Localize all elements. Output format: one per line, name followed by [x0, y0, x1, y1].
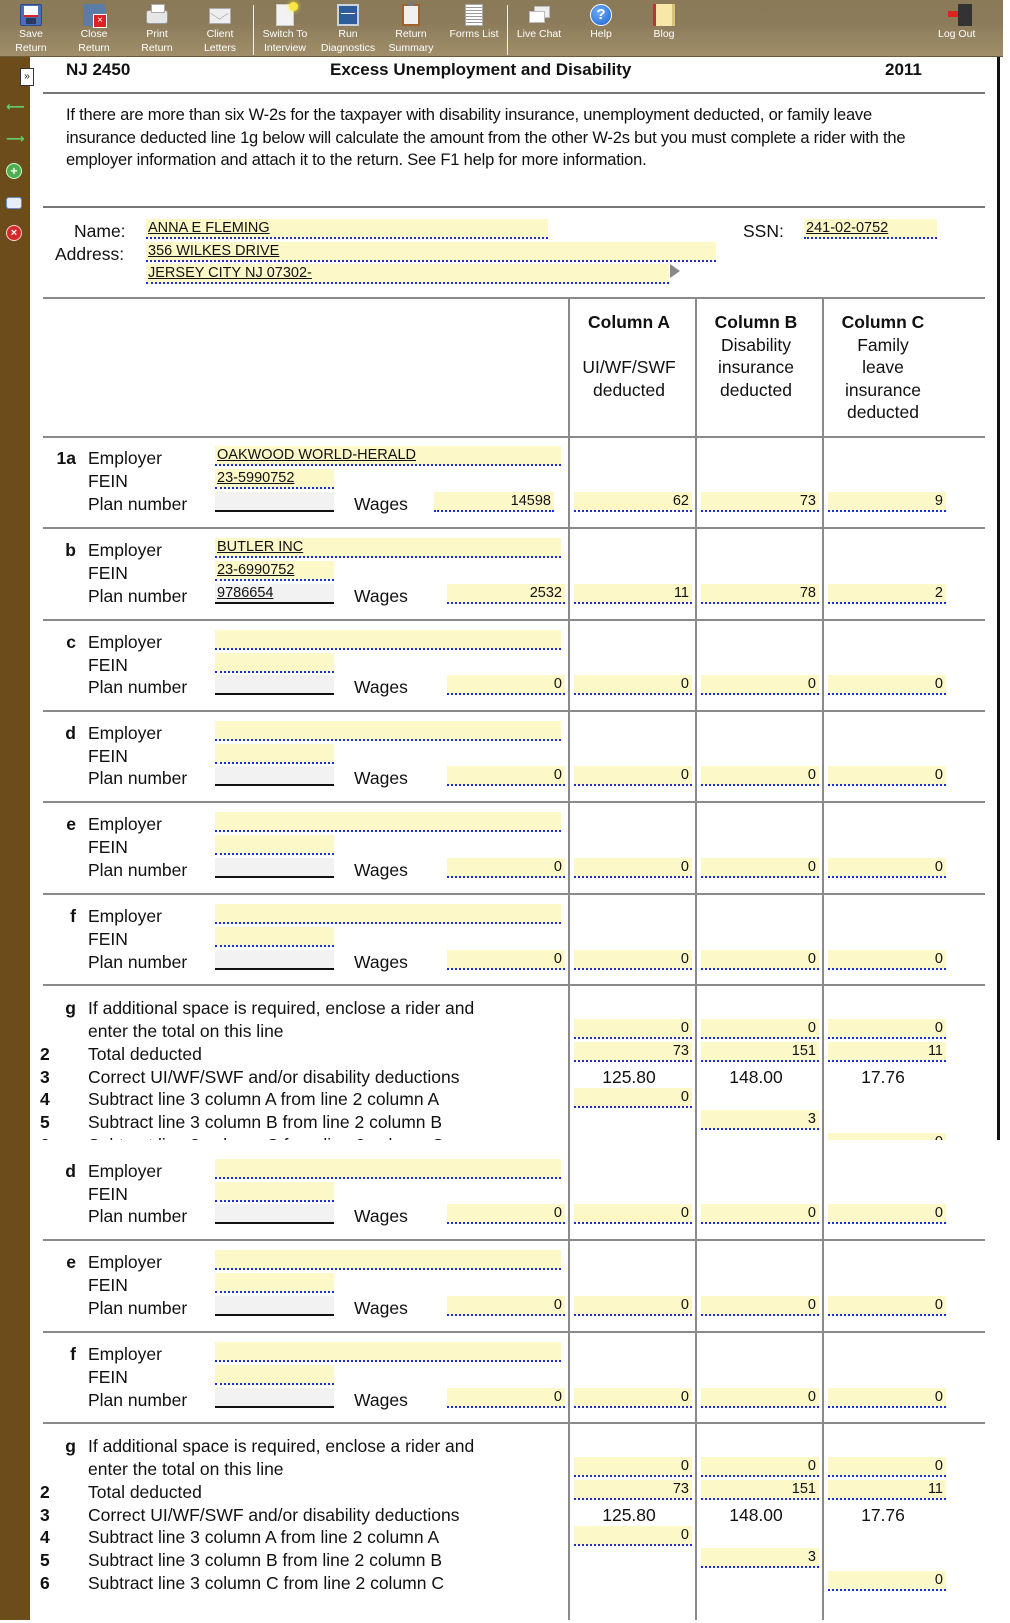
fein-field[interactable] [215, 1182, 334, 1202]
scroll-quill-icon [653, 4, 675, 26]
column-b-field[interactable]: 0 [701, 858, 819, 878]
wages-field[interactable]: 0 [447, 1296, 565, 1316]
fein-field[interactable] [215, 927, 334, 947]
line-g-column-a-field[interactable]: 0 [574, 1457, 692, 1477]
address-line2-field[interactable]: JERSEY CITY NJ 07302- [146, 264, 669, 284]
line-3-column-a-value: 125.80 [602, 1067, 656, 1087]
column-a-field[interactable]: 0 [574, 858, 692, 878]
log-out-button[interactable]: Log Out [930, 4, 1010, 56]
employer-name-field[interactable] [215, 812, 561, 832]
divider [43, 527, 985, 529]
plan-number-field[interactable] [215, 492, 334, 512]
close-return-button[interactable]: × Close Return [63, 4, 125, 56]
print-return-button[interactable]: Print Return [126, 4, 188, 56]
fein-field[interactable] [215, 744, 334, 764]
repeated-render-section: d Employer FEIN Plan number Wages 0 0 0 0 e Employer FEIN Plan number Wages 0 0 0 0 f Employer FEIN Plan number Wages 0 0 0 0 g If additional space is required, enclose a rider and enter the total on this line 0 0 0 2 Total deducted 73 151 11 3 Correct UI/WF/SWF and/or disability deductions 125.80 148.00 17.76 4 Subtract line 3 column A from line 2 column A 0 5 Subtract line 3 column B from line 2 column B 3 6 Subtract line 3 column C from line 2 column C 0 [30, 1140, 1000, 1620]
ssn-label: SSN: [743, 221, 784, 241]
clipboard-icon [402, 4, 420, 26]
column-c-field[interactable]: 0 [828, 675, 946, 695]
column-a-field[interactable]: 0 [574, 1204, 692, 1224]
column-c-field[interactable]: 0 [828, 950, 946, 970]
column-b-header: Column B Disability insurance deducted [714, 312, 798, 400]
line-g-column-b-field[interactable]: 0 [701, 1019, 819, 1039]
line-g-column-b-field[interactable]: 0 [701, 1457, 819, 1477]
divider [43, 1331, 985, 1333]
floppy-disk-icon [20, 4, 42, 26]
divider [43, 801, 985, 803]
line-5-column-b-field[interactable]: 3 [701, 1548, 819, 1568]
plan-number-field[interactable]: 9786654 [215, 584, 334, 604]
line-3-column-a-value: 125.80 [602, 1505, 656, 1525]
column-a-field[interactable]: 11 [574, 584, 692, 604]
client-letters-button[interactable]: Client Letters [189, 4, 251, 56]
employer-name-field[interactable] [215, 904, 561, 924]
column-a-field[interactable]: 0 [574, 766, 692, 786]
employer-name-field[interactable] [215, 1342, 561, 1362]
expand-arrow-icon[interactable] [670, 264, 680, 278]
column-c-field[interactable]: 9 [828, 492, 946, 512]
return-summary-button[interactable]: Return Summary [380, 4, 442, 56]
line-4-column-a-field[interactable]: 0 [574, 1088, 692, 1108]
add-circle-icon[interactable]: + [6, 163, 22, 179]
fein-field[interactable] [215, 653, 334, 673]
column-a-field[interactable]: 0 [574, 950, 692, 970]
fein-field[interactable]: 23-5990752 [215, 469, 334, 489]
column-a-field[interactable]: 0 [574, 1388, 692, 1408]
save-return-button[interactable]: Save Return [0, 4, 62, 56]
column-c-header: Column C Family leave insurance deducted [841, 312, 925, 422]
line-6-column-c-field[interactable]: 0 [828, 1571, 946, 1591]
employer-name-field[interactable]: OAKWOOD WORLD-HERALD [215, 446, 561, 466]
line-g-column-a-field[interactable]: 0 [574, 1019, 692, 1039]
live-chat-button[interactable]: Live Chat [508, 4, 570, 56]
column-a-field[interactable]: 0 [574, 675, 692, 695]
instructions-text: If there are more than six W-2s for the taxpayer with disability insurance, unemployment deducted, or family leave insurance deducted line 1g below will calculate the amount from the other W-2s but you must complete a rider with the employer information and attach it to the return. See F1 help for more information. [66, 106, 906, 169]
column-c-field[interactable]: 0 [828, 766, 946, 786]
name-label: Name: [74, 221, 126, 241]
column-b-field[interactable]: 0 [701, 950, 819, 970]
line-2-column-b-field[interactable]: 151 [701, 1480, 819, 1500]
plan-number-field[interactable] [215, 675, 334, 695]
employer-name-field[interactable] [215, 1250, 561, 1270]
form-id: NJ 2450 [66, 60, 131, 79]
sidebar [0, 57, 30, 1620]
form-title: Excess Unemployment and Disability [330, 60, 632, 79]
employer-name-field[interactable]: BUTLER INC [215, 538, 561, 558]
divider [43, 893, 985, 895]
totals-section: g If additional space is required, enclose a rider and enter the total on this line 0 0 0 2 Total deducted 73 151 11 3 Correct UI/WF/SWF and/or disability deductions 125.80 148.00 17.76 4 Subtract line 3 column A from line 2 column A 0 5 Subtract line 3 column B from line 2 column B 3 6 Subtract line 3 column C from line 2 column C 0 [30, 1423, 1000, 1623]
column-b-field[interactable]: 78 [701, 584, 819, 604]
employer-name-field[interactable] [215, 1159, 561, 1179]
name-field[interactable]: ANNA E FLEMING [146, 219, 548, 239]
column-a-field[interactable]: 62 [574, 492, 692, 512]
column-a-field[interactable]: 0 [574, 1296, 692, 1316]
monitor-pulse-icon [337, 4, 359, 26]
forward-arrow-icon[interactable]: ⟶ [6, 131, 25, 146]
plan-number-field[interactable] [215, 1204, 334, 1224]
line-3-column-b-value: 148.00 [729, 1505, 783, 1525]
divider [43, 92, 985, 94]
plan-number-field[interactable] [215, 950, 334, 970]
divider [43, 710, 985, 712]
toolbar [0, 0, 1003, 57]
line-5-column-b-field[interactable]: 3 [701, 1110, 819, 1130]
column-c-field[interactable]: 0 [828, 1204, 946, 1224]
fein-field[interactable] [215, 1273, 334, 1293]
employer-name-field[interactable] [215, 721, 561, 741]
sidebar-toggle-button[interactable]: » [20, 68, 34, 86]
line-4-column-a-field[interactable]: 0 [574, 1526, 692, 1546]
address-label: Address: [55, 244, 125, 264]
column-b-field[interactable]: 73 [701, 492, 819, 512]
plan-number-field[interactable] [215, 1296, 334, 1316]
column-c-field[interactable]: 2 [828, 584, 946, 604]
fein-field[interactable]: 23-6990752 [215, 561, 334, 581]
printer-icon [146, 10, 168, 24]
line-g-column-c-field[interactable]: 0 [828, 1457, 946, 1477]
form-year: 2011 [885, 60, 922, 79]
line-2-column-c-field[interactable]: 11 [828, 1042, 946, 1062]
help-button[interactable]: ? Help [590, 6, 612, 40]
line-3-column-c-value: 17.76 [861, 1505, 905, 1525]
wages-field[interactable]: 0 [447, 766, 565, 786]
document-lightbulb-icon [276, 4, 294, 26]
fein-field[interactable] [215, 835, 334, 855]
wages-field[interactable]: 0 [447, 1388, 565, 1408]
divider [43, 297, 985, 299]
divider [43, 619, 985, 621]
column-c-field[interactable]: 0 [828, 1296, 946, 1316]
wages-field[interactable]: 0 [447, 950, 565, 970]
question-circle-icon: ? [590, 4, 612, 26]
column-b-field[interactable]: 0 [701, 1204, 819, 1224]
chat-bubbles-icon [528, 4, 550, 26]
line-3-column-c-value: 17.76 [861, 1067, 905, 1087]
divider [43, 206, 985, 208]
fein-field[interactable] [215, 1365, 334, 1385]
forms-list-button[interactable]: Forms List [443, 4, 505, 56]
run-diagnostics-button[interactable]: Run Diagnostics [317, 4, 379, 56]
delete-circle-icon[interactable]: × [6, 225, 22, 241]
column-b-field[interactable]: 0 [701, 1388, 819, 1408]
wages-field[interactable]: 0 [447, 1204, 565, 1224]
divider [43, 436, 985, 438]
list-document-icon [465, 4, 483, 26]
envelope-icon [209, 8, 231, 24]
plan-number-field[interactable] [215, 766, 334, 786]
door-exit-icon [958, 4, 972, 26]
employer-name-field[interactable] [215, 630, 561, 650]
folder-close-icon [83, 4, 105, 26]
line-2-column-b-field[interactable]: 151 [701, 1042, 819, 1062]
switch-to-interview-button[interactable]: Switch To Interview [254, 4, 316, 56]
plan-number-field[interactable] [215, 1388, 334, 1408]
column-c-field[interactable]: 0 [828, 858, 946, 878]
plan-number-field[interactable] [215, 858, 334, 878]
column-b-field[interactable]: 0 [701, 675, 819, 695]
line-3-column-b-value: 148.00 [729, 1067, 783, 1087]
back-arrow-icon[interactable]: ⟵ [6, 99, 25, 114]
wages-field[interactable]: 0 [447, 858, 565, 878]
wages-field[interactable]: 14598 [434, 492, 554, 512]
divider [43, 1239, 985, 1241]
wages-field[interactable]: 2532 [447, 584, 565, 604]
line-g-column-c-field[interactable]: 0 [828, 1019, 946, 1039]
line-2-column-c-field[interactable]: 11 [828, 1480, 946, 1500]
form-page: NJ 2450 Excess Unemployment and Disability 2011 If there are more than six W-2s for the taxpayer with disability insurance, unemployment deducted, or family leave insurance deducted line 1g below will calculate the amount from the other W-2s but you must complete a rider with the employer information and attach it to the return. See F1 help for more information. Name: ANNA E FLEMING Address: 356 WILKES DRIVE JERSEY CITY NJ 07302- SSN: 241-02-0752 Column A UI/WF/SWF deducted Column B Disability insurance deducted Column C Family leave insurance deducted 1a Employer FEIN Plan number Wages OAKWOOD WORLD-HERALD 23-5990752 14598 62 73 9 b Employer FEIN Plan number Wages BUTLER INC 23-6990752 9786654 2532 11 78 2 c Employer FEIN Plan number Wages 0 0 0 0 d Employer FEIN Plan number Wages 0 0 0 0 e Employer FEIN Plan number Wages 0 0 0 0 f Employer FEIN Plan number Wages 0 0 0 0 g If additional space is required, enclose a rider and enter the total on this line 0 0 0 2 Total deducted 73 151 11 3 Correct UI/WF/SWF and/or disability deductions 125.80 148.00 17.76 4 Subtract line 3 column A from line 2 column A 0 5 Subtract line 3 column B from line 2 column B 3 d Employer FEIN Plan number Wages 0 0 0 0 e Employer FEIN Plan number Wages 0 0 0 0 f Employer FEIN Plan number Wages 0 0 0 0 g If additional space is required, enclose a rider and enter the total on this line 0 0 0 2 Total deducted 73 151 11 3 Correct UI/WF/SWF and/or disability deductions 125.80 148.00 17.76 4 Subtract line 3 column A from line 2 column A 0 5 Subtract line 3 column B from line 2 column B 3 6 Subtract line 3 column C from line 2 column C 0 [30, 57, 1000, 1620]
blog-button[interactable]: Blog [633, 4, 695, 56]
column-c-field[interactable]: 0 [828, 1388, 946, 1408]
line-2-column-a-field[interactable]: 73 [574, 1042, 692, 1062]
wages-field[interactable]: 0 [447, 675, 565, 695]
ssn-field[interactable]: 241-02-0752 [804, 219, 937, 239]
line-2-column-a-field[interactable]: 73 [574, 1480, 692, 1500]
printer-icon[interactable] [6, 197, 22, 209]
column-a-header: Column A UI/WF/SWF deducted [582, 312, 676, 400]
address-line1-field[interactable]: 356 WILKES DRIVE [146, 242, 716, 262]
column-b-field[interactable]: 0 [701, 766, 819, 786]
column-b-field[interactable]: 0 [701, 1296, 819, 1316]
totals-section: g If additional space is required, enclose a rider and enter the total on this line 0 0 0 2 Total deducted 73 151 11 3 Correct UI/WF/SWF and/or disability deductions 125.80 148.00 17.76 4 Subtract line 3 column A from line 2 column A 0 5 Subtract line 3 column B from line 2 column B 3 [30, 985, 1000, 1140]
